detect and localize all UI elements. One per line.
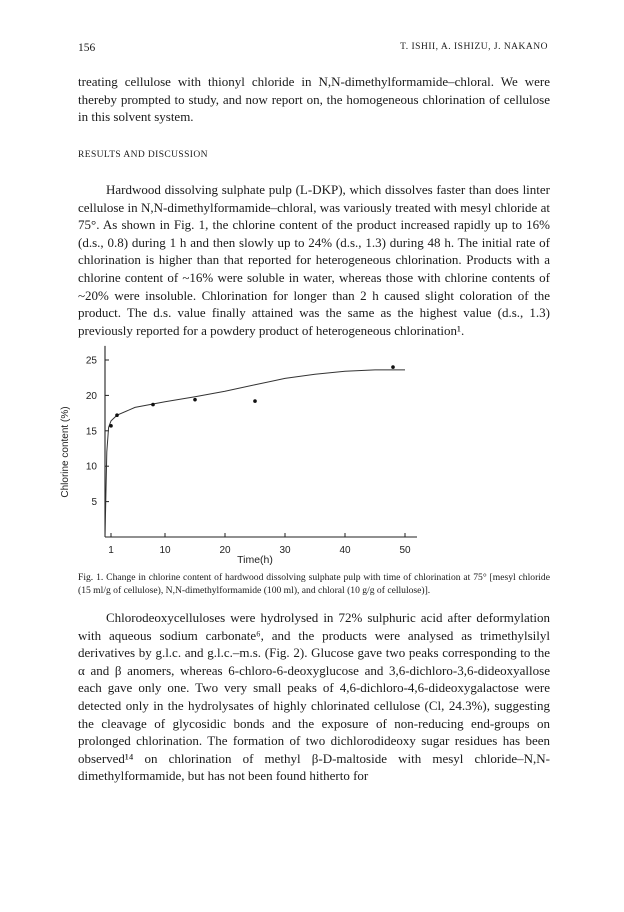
- chlorine-content-chart: [50, 345, 570, 570]
- y-axis-label: Chlorine content (%): [60, 406, 71, 498]
- y-tick-label: 20: [85, 390, 97, 402]
- x-tick-label: 20: [219, 545, 231, 556]
- running-head: T. ISHII, A. ISHIZU, J. NAKANO: [400, 42, 548, 52]
- paragraph-results-2: Chlorodeoxycelluloses were hydrolysed in 72% sulphuric acid after deformylation with aqueous sodium carbonate⁶, and the products were analysed as trimethylsilyl derivatives by g.l.c. and g.l.c.–m.s. (Fig. 2). Glucose gave two peaks corresponding to the α and β anomers, whereas 6-chloro-6-deoxyglucose and 3,6-dichloro-3,6-dideoxyallose each gave only one. Two very small peaks of 4,6-dichloro-4,6-dideoxygalactose were detected only in the hydrolysates of highly chlorinated cellulose (Cl, 24.3%), suggesting the cleavage of glycosidic bonds and the exposure of non-reducing end-groups on prolonged chlorination. The formation of two dichlorodideoxy sugar residues has been observed¹⁴ on chlorination of methyl β-D-maltoside with mesyl chloride–N,N-dimethylformamide, but has not been found hitherto for: [78, 610, 550, 784]
- figure-1: [50, 345, 570, 570]
- data-point: [253, 399, 257, 403]
- y-tick-label: 15: [85, 426, 97, 438]
- x-tick-label: 1: [108, 545, 114, 556]
- y-tick-label: 25: [85, 355, 97, 367]
- section-heading: RESULTS AND DISCUSSION: [78, 150, 208, 160]
- data-point: [193, 398, 197, 402]
- data-point: [115, 413, 119, 417]
- y-tick-label: 10: [85, 461, 97, 473]
- data-point: [151, 403, 155, 407]
- figure-caption: Fig. 1. Change in chlorine content of hardwood dissolving sulphate pulp with time of chlorination at 75° [mesyl chloride (15 ml/g of cellulose), N,N-dimethylformamide (100 ml), and chloral (10 g/g of cellulose)].: [78, 572, 550, 596]
- data-point: [109, 424, 113, 428]
- page-number: 156: [78, 42, 96, 54]
- x-tick-label: 50: [399, 545, 411, 556]
- data-point: [391, 365, 395, 369]
- x-axis-label: Time(h): [237, 554, 273, 566]
- paragraph-intro-continuation: treating cellulose with thionyl chloride in N,N-dimethylformamide–chloral. We were thereby prompted to study, and now report on, the homogeneous chlorination of cellulose in this solvent system.: [78, 74, 550, 125]
- paragraph-results-1: Hardwood dissolving sulphate pulp (L-DKP), which dissolves faster than does linter cellulose in N,N-dimethylformamide–chloral, was variously treated with mesyl chloride at 75°. As shown in Fig. 1, the chlorine content of the product increased rapidly up to 16% (d.s., 0.8) during 1 h and then slowly up to 24% (d.s., 1.3) during 48 h. The initial rate of chlorination is higher than that reported for heterogeneous chlorination. Products with a chlorine content of ~16% were soluble in water, whereas those with chlorine contents of ~20% were insoluble. Chlorination for longer than 2 h caused slight coloration of the product. The d.s. value finally attained was the same as the highest value (d.s., 1.3) previously reported for a powdery product of heterogeneous chlorination¹.: [78, 182, 550, 338]
- x-tick-label: 40: [339, 545, 351, 556]
- x-tick-label: 10: [159, 545, 171, 556]
- x-tick-label: 30: [279, 545, 291, 556]
- page-header: [78, 42, 548, 58]
- fit-curve: [105, 370, 405, 537]
- y-tick-label: 5: [91, 497, 97, 509]
